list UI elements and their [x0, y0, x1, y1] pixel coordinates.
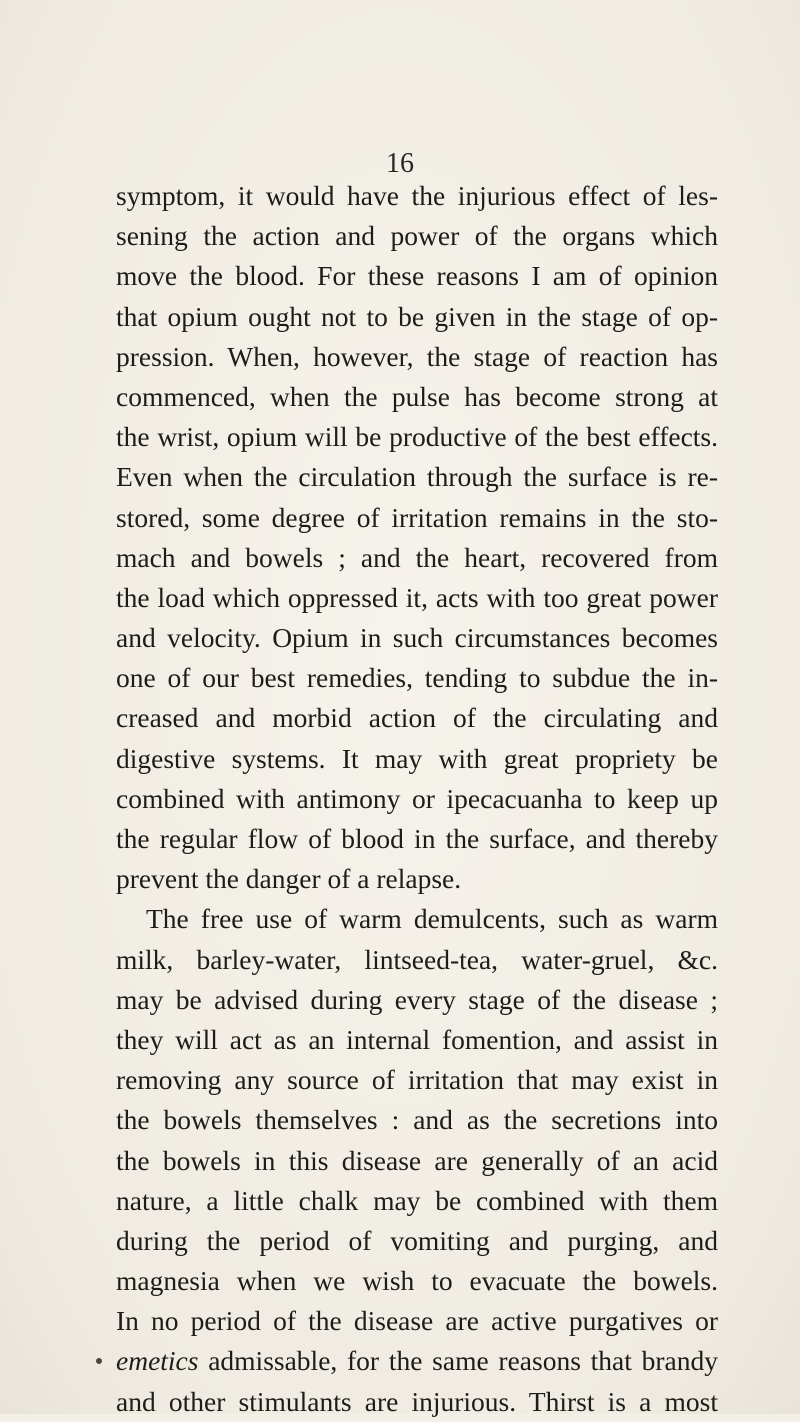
text-line: one of our best remedies, tending to subdue the in- [116, 662, 718, 694]
text-line: that opium ought not to be given in the stage of op- [116, 300, 718, 332]
page-number: 16 [386, 148, 414, 179]
text-line: combined with antimony or ipecacuanha to keep up [116, 782, 718, 814]
text-line: the load which oppressed it, acts with too great power [116, 581, 718, 613]
text-line: creased and morbid action of the circulating and [116, 702, 718, 734]
text-line: the bowels in this disease are generally of an acid [116, 1144, 718, 1176]
text-line: sening the action and power of the organs which [116, 220, 718, 252]
text-line: and other stimulants are injurious. Thirst is a most [116, 1385, 718, 1417]
text-line: milk, barley-water, lintseed-tea, water-gruel, &c. [116, 943, 718, 975]
line-remainder: admissable, for the same reasons that brandy [198, 1345, 718, 1377]
text-line: they will act as an internal fomention, and assist in [116, 1023, 718, 1055]
text-line: removing any source of irritation that may exist in [116, 1064, 718, 1096]
text-line: commenced, when the pulse has become strong at [116, 380, 718, 412]
text-line: nature, a little chalk may be combined with them [116, 1184, 718, 1216]
text-line: during the period of vomiting and purging, and [116, 1224, 718, 1256]
text-line: In no period of the disease are active purgatives or [116, 1305, 718, 1337]
italic-word: emetics [116, 1345, 199, 1377]
text-line: move the blood. For these reasons I am of opinion [116, 260, 718, 292]
text-line: the regular flow of blood in the surface, and thereby [116, 823, 718, 854]
body-text [116, 176, 718, 1422]
text-line: pression. When, however, the stage of reaction has [116, 340, 718, 372]
text-line: the wrist, opium will be productive of the best effects. [116, 421, 718, 453]
text-line-with-italic [116, 1341, 718, 1381]
text-line: the bowels themselves : and as the secretions into [116, 1104, 718, 1136]
text-line: magnesia when we wish to evacuate the bowels. [116, 1265, 718, 1297]
ink-speck [96, 1358, 102, 1364]
text-line: may be advised during every stage of the disease ; [116, 983, 718, 1015]
paragraph-start-line: The free use of warm demulcents, such as warm [146, 903, 718, 935]
text-line: symptom, it would have the injurious effect of les- [116, 180, 718, 211]
text-line: stored, some degree of irritation remains in the sto- [116, 501, 718, 533]
text-line: mach and bowels ; and the heart, recovered from [116, 541, 718, 573]
paragraph-end-line: prevent the danger of a relapse. [116, 863, 462, 895]
text-line: Even when the circulation through the surface is re- [116, 461, 718, 493]
text-line: digestive systems. It may with great propriety be [116, 742, 718, 774]
text-line: and velocity. Opium in such circumstances becomes [116, 622, 718, 654]
